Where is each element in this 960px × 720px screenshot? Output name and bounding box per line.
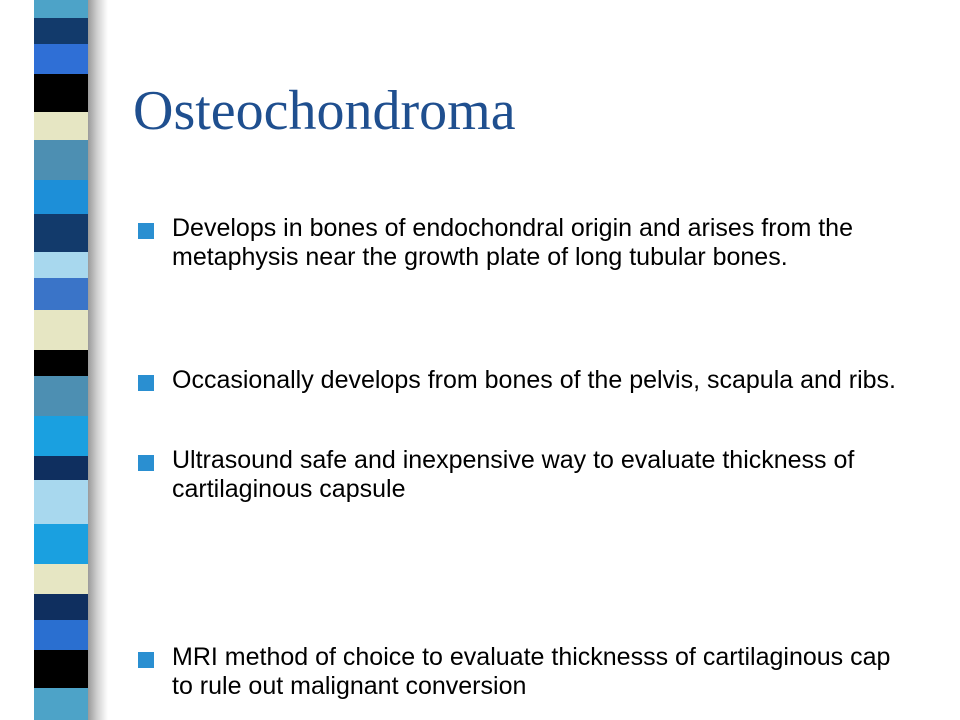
- bullet-text: Occasionally develops from bones of the pelvis, scapula and ribs.: [172, 366, 896, 394]
- square-bullet-icon: [138, 223, 154, 239]
- slide-title: Osteochondroma: [133, 80, 516, 142]
- bullet-item: [138, 214, 898, 272]
- bullet-text: Ultrasound safe and inexpensive way to evaluate thickness of cartilaginous capsule: [172, 446, 855, 503]
- bullet-item: [138, 446, 898, 504]
- bullet-item: [138, 366, 898, 395]
- bullet-text: Develops in bones of endochondral origin and arises from the metaphysis near the growth plate of long tubular bones.: [172, 214, 853, 271]
- square-bullet-icon: [138, 375, 154, 391]
- square-bullet-icon: [138, 455, 154, 471]
- bullet-text: MRI method of choice to evaluate thicknesss of cartilaginous cap to rule out malignant conversion: [172, 643, 891, 700]
- square-bullet-icon: [138, 652, 154, 668]
- bullet-item: [138, 643, 898, 701]
